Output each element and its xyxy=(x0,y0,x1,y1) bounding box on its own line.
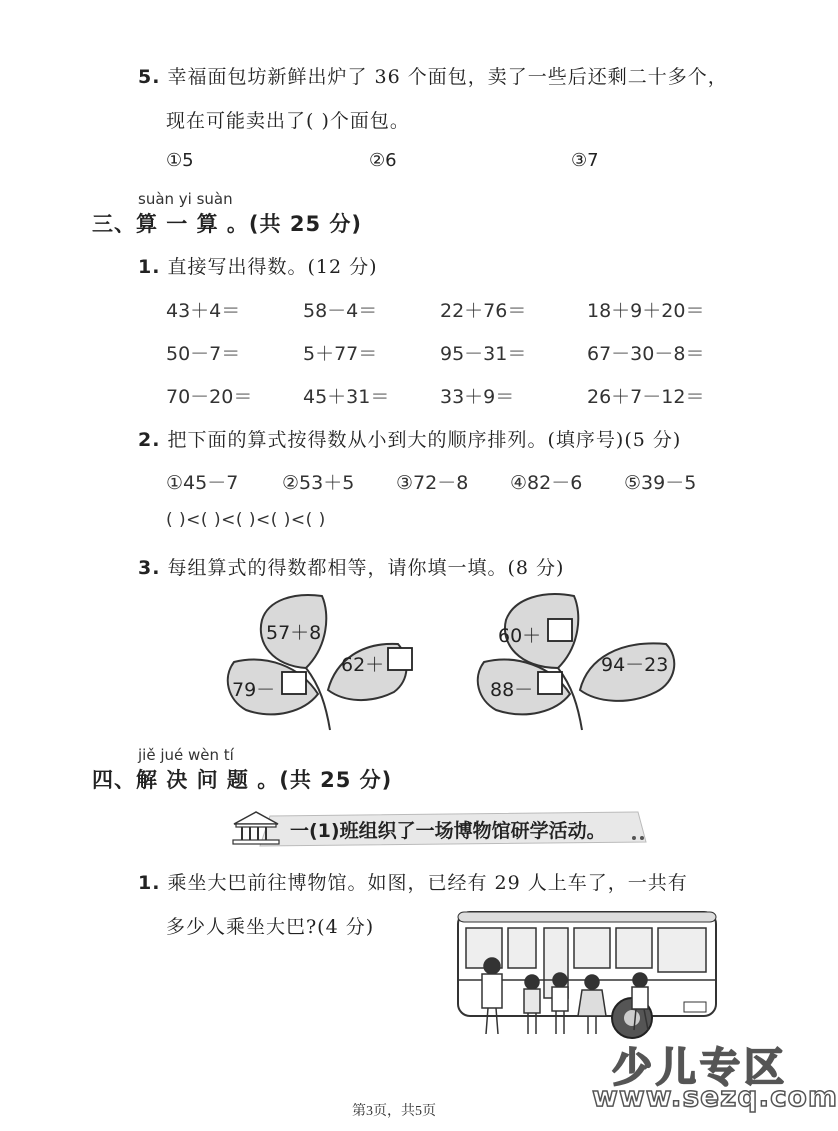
leaf1-right-expr: 62＋ xyxy=(341,654,385,676)
s3-q1-number: 1. xyxy=(138,256,161,278)
section3-title: 三、算 一 算 。(共 25 分) xyxy=(92,212,362,236)
s3-q2-item-2: ②53＋5 xyxy=(282,472,355,494)
leaf1-top-expr: 57＋8 xyxy=(266,622,322,644)
blank-box-1a xyxy=(388,648,412,670)
q5-option-1: ①5 xyxy=(166,150,194,171)
s3-q3-number: 3. xyxy=(138,557,161,579)
calc-r3-c4: 26＋7－12＝ xyxy=(587,386,705,408)
section4-title: 四、解 决 问 题 。(共 25 分) xyxy=(92,768,393,792)
s3-q2-heading xyxy=(138,425,681,452)
leaf2-right-expr: 94－23 xyxy=(601,654,669,676)
s3-q1-text: 直接写出得数。(12 分) xyxy=(167,256,378,278)
s3-q2-text: 把下面的算式按得数从小到大的顺序排列。(填序号)(5 分) xyxy=(167,429,682,451)
banner-text: 一(1)班组织了一场博物馆研学活动。 xyxy=(290,820,606,842)
s4-q1-text-line1: 乘坐大巴前往博物馆。如图，已经有 29 人上车了，一共有 xyxy=(167,872,688,894)
s3-q2-item-4: ④82－6 xyxy=(510,472,583,494)
q5-line2: 现在可能卖出了( )个面包。 xyxy=(166,110,410,132)
q5-option-2: ②6 xyxy=(369,150,397,171)
watermark-url: www.sezq.com xyxy=(592,1080,838,1113)
leaf-group-1 xyxy=(218,588,438,733)
s4-q1-line1 xyxy=(138,868,688,895)
leaf2-left-expr: 88－ xyxy=(490,679,534,701)
calc-r1-c1: 43＋4＝ xyxy=(166,300,241,322)
blank-box-2a xyxy=(548,619,572,641)
calc-r1-c3: 22＋76＝ xyxy=(440,300,527,322)
calc-r3-c2: 45＋31＝ xyxy=(303,386,390,408)
s3-q3-heading xyxy=(138,553,564,580)
q5-line1 xyxy=(138,62,728,89)
bus-illustration xyxy=(452,906,722,1046)
q5-text-line1: 幸福面包坊新鲜出炉了 36 个面包，卖了一些后还剩二十多个， xyxy=(167,66,728,88)
calc-r2-c2: 5＋77＝ xyxy=(303,343,378,365)
watermark-logo-text: 少儿专区 xyxy=(612,1045,788,1091)
section4-pinyin: jiě jué wèn tí xyxy=(138,746,234,764)
section3-pinyin: suàn yi suàn xyxy=(138,190,233,208)
calc-r1-c4: 18＋9＋20＝ xyxy=(587,300,705,322)
q5-number: 5. xyxy=(138,66,161,88)
calc-r1-c2: 58－4＝ xyxy=(303,300,378,322)
q5-option-3: ③7 xyxy=(571,150,599,171)
s3-q2-item-3: ③72－8 xyxy=(396,472,469,494)
s3-q2-answer-line[interactable]: ( )<( )<( )<( )<( ) xyxy=(166,510,326,530)
calc-r2-c1: 50－7＝ xyxy=(166,343,241,365)
blank-box-1b xyxy=(282,672,306,694)
s3-q1-heading xyxy=(138,252,378,279)
blank-box-2b xyxy=(538,672,562,694)
calc-r3-c3: 33＋9＝ xyxy=(440,386,515,408)
s4-q1-line2: 多少人乘坐大巴?(4 分) xyxy=(166,916,375,938)
calc-r3-c1: 70－20＝ xyxy=(166,386,253,408)
s3-q2-item-5: ⑤39－5 xyxy=(624,472,697,494)
leaf2-top-expr: 60＋ xyxy=(498,625,542,647)
calc-r2-c4: 67－30－8＝ xyxy=(587,343,705,365)
s3-q2-number: 2. xyxy=(138,429,161,451)
s3-q3-text: 每组算式的得数都相等，请你填一填。(8 分) xyxy=(167,557,565,579)
calc-r2-c3: 95－31＝ xyxy=(440,343,527,365)
page-footer: 第3页，共5页 xyxy=(352,1104,436,1119)
s3-q2-item-1: ①45－7 xyxy=(166,472,239,494)
s4-q1-number: 1. xyxy=(138,872,161,894)
leaf1-left-expr: 79－ xyxy=(232,679,276,701)
